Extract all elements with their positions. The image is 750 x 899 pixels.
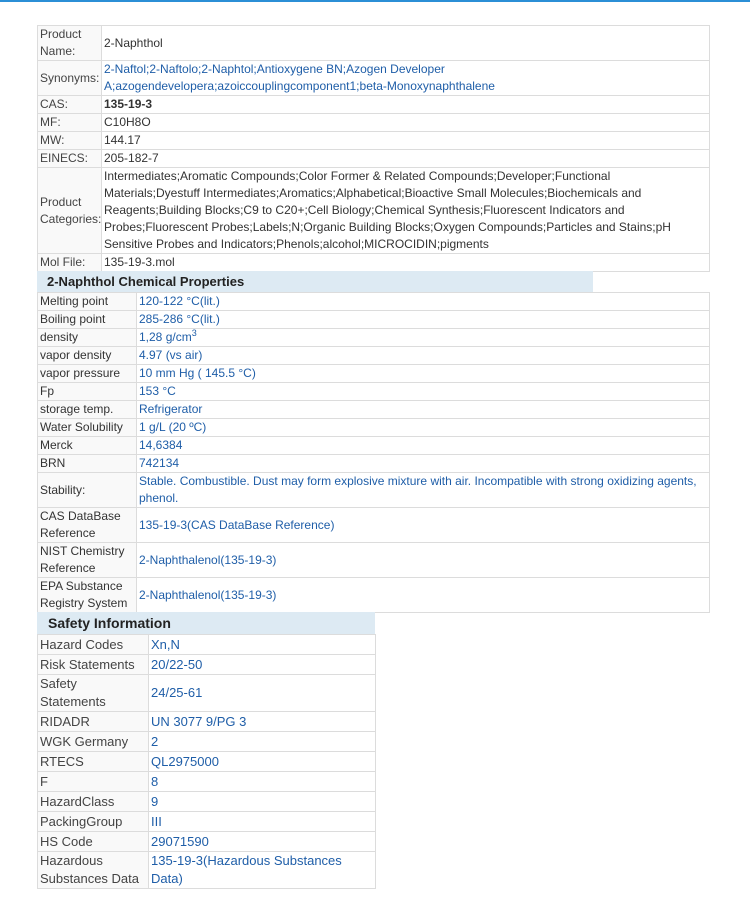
mf-label: MF: (38, 114, 102, 132)
mw-value: 144.17 (102, 132, 710, 150)
table-row (38, 578, 710, 613)
fp-label: Fp (38, 383, 137, 401)
cas-value: 135-19-3 (102, 96, 710, 114)
hazardous-substances-label: Hazardous Substances Data (38, 852, 149, 889)
packing-group-label: PackingGroup (38, 812, 149, 832)
melting-point-label: Melting point (38, 293, 137, 311)
table-row (38, 114, 710, 132)
risk-statements-label: Risk Statements (38, 655, 149, 675)
table-row (38, 455, 710, 473)
table-row (38, 772, 376, 792)
boiling-point-label: Boiling point (38, 311, 137, 329)
packing-group-value: III (149, 812, 376, 832)
table-row (38, 508, 710, 543)
table-row (38, 61, 710, 96)
risk-statements-value[interactable]: 20/22-50 (149, 655, 376, 675)
storage-temp-label: storage temp. (38, 401, 137, 419)
top-accent-line (0, 0, 750, 2)
boiling-point-value: 285-286 °C(lit.) (137, 311, 710, 329)
safety-statements-value[interactable]: 24/25-61 (149, 675, 376, 712)
stability-value: Stable. Combustible. Dust may form explosive mixture with air. Incompatible with strong oxidizing agents, phenol. (137, 473, 710, 508)
table-row (38, 732, 376, 752)
basic-info-table (37, 25, 710, 272)
table-row (38, 96, 710, 114)
mol-file-label: Mol File: (38, 254, 102, 272)
wgk-germany-label: WGK Germany (38, 732, 149, 752)
ridadr-label: RIDADR (38, 712, 149, 732)
density-exponent: 3 (191, 328, 197, 338)
density-number: 1,28 g/cm (139, 330, 192, 344)
chemical-properties-table (37, 292, 710, 613)
table-row (38, 132, 710, 150)
rtecs-value: QL2975000 (149, 752, 376, 772)
product-name-label: Product Name: (38, 26, 102, 61)
wgk-germany-value: 2 (149, 732, 376, 752)
nist-chemistry-link[interactable]: 2-Naphthalenol(135-19-3) (137, 543, 710, 578)
synonyms-value[interactable]: 2-Naftol;2-Naftolo;2-Naphtol;Antioxygene BN;Azogen Developer A;azogendevelopera;azoiccouplingcomponent1;beta-Monoxynaphthalene (102, 61, 710, 96)
mf-value: C10H8O (102, 114, 710, 132)
product-categories-label: Product Categories: (38, 168, 102, 254)
table-row (38, 852, 376, 889)
rtecs-label: RTECS (38, 752, 149, 772)
f-label: F (38, 772, 149, 792)
cas-database-label: CAS DataBase Reference (38, 508, 137, 543)
merck-value: 14,6384 (137, 437, 710, 455)
f-value: 8 (149, 772, 376, 792)
table-row (38, 655, 376, 675)
table-row (38, 812, 376, 832)
cas-label: CAS: (38, 96, 102, 114)
mw-label: MW: (38, 132, 102, 150)
table-row (38, 635, 376, 655)
table-row (38, 293, 710, 311)
table-row (38, 329, 710, 347)
table-row (38, 365, 710, 383)
product-name-value: 2-Naphthol (102, 26, 710, 61)
table-row (38, 752, 376, 772)
hs-code-value: 29071590 (149, 832, 376, 852)
table-row (38, 401, 710, 419)
safety-information-table (37, 634, 376, 889)
cas-database-link[interactable]: 135-19-3(CAS DataBase Reference) (137, 508, 710, 543)
brn-label: BRN (38, 455, 137, 473)
table-row (38, 792, 376, 812)
vapor-density-label: vapor density (38, 347, 137, 365)
safety-information-heading: Safety Information (37, 612, 375, 635)
hazard-codes-label: Hazard Codes (38, 635, 149, 655)
melting-point-value: 120-122 °C(lit.) (137, 293, 710, 311)
chemical-properties-heading: 2-Naphthol Chemical Properties (37, 271, 593, 292)
hazardous-substances-link[interactable]: 135-19-3(Hazardous Substances Data) (149, 852, 376, 889)
table-row (38, 437, 710, 455)
table-row (38, 150, 710, 168)
table-row (38, 543, 710, 578)
vapor-pressure-label: vapor pressure (38, 365, 137, 383)
table-row (38, 473, 710, 508)
safety-statements-label: Safety Statements (38, 675, 149, 712)
table-row (38, 419, 710, 437)
mol-file-value[interactable]: 135-19-3.mol (102, 254, 710, 272)
storage-temp-value: Refrigerator (137, 401, 710, 419)
synonyms-label: Synonyms: (38, 61, 102, 96)
table-row (38, 254, 710, 272)
nist-chemistry-label: NIST Chemistry Reference (38, 543, 137, 578)
table-row (38, 712, 376, 732)
table-row (38, 675, 376, 712)
epa-substance-label: EPA Substance Registry System (38, 578, 137, 613)
ridadr-value: UN 3077 9/PG 3 (149, 712, 376, 732)
product-categories-value: Intermediates;Aromatic Compounds;Color Former & Related Compounds;Developer;Functional Materials;Dyestuff Intermediates;Aromatics;Alphabetical;Bioactive Small Molecules;Biochemicals and Reagents;Building Blocks;C9 to C20+;Cell Biology;Chemical Synthesis;Fluorescent Indicators and Probes;Fluorescent Probes;Labels;N;Organic Building Blocks;Oxygen Compounds;Particles and Stains;pH Sensitive Probes and Indicators;Phenols;alcohol;MICROCIDIN;pigments (102, 168, 710, 254)
hazard-codes-value[interactable]: Xn,N (149, 635, 376, 655)
einecs-label: EINECS: (38, 150, 102, 168)
table-row (38, 383, 710, 401)
density-value (137, 329, 710, 347)
table-row (38, 347, 710, 365)
density-label: density (38, 329, 137, 347)
table-row (38, 311, 710, 329)
einecs-value: 205-182-7 (102, 150, 710, 168)
stability-label: Stability: (38, 473, 137, 508)
fp-value: 153 °C (137, 383, 710, 401)
brn-value: 742134 (137, 455, 710, 473)
hazard-class-value: 9 (149, 792, 376, 812)
table-row (38, 832, 376, 852)
vapor-density-value: 4.97 (vs air) (137, 347, 710, 365)
merck-label: Merck (38, 437, 137, 455)
hs-code-label: HS Code (38, 832, 149, 852)
water-solubility-value: 1 g/L (20 ºC) (137, 419, 710, 437)
table-row (38, 26, 710, 61)
table-row (38, 168, 710, 254)
hazard-class-label: HazardClass (38, 792, 149, 812)
vapor-pressure-value: 10 mm Hg ( 145.5 °C) (137, 365, 710, 383)
water-solubility-label: Water Solubility (38, 419, 137, 437)
epa-substance-link[interactable]: 2-Naphthalenol(135-19-3) (137, 578, 710, 613)
